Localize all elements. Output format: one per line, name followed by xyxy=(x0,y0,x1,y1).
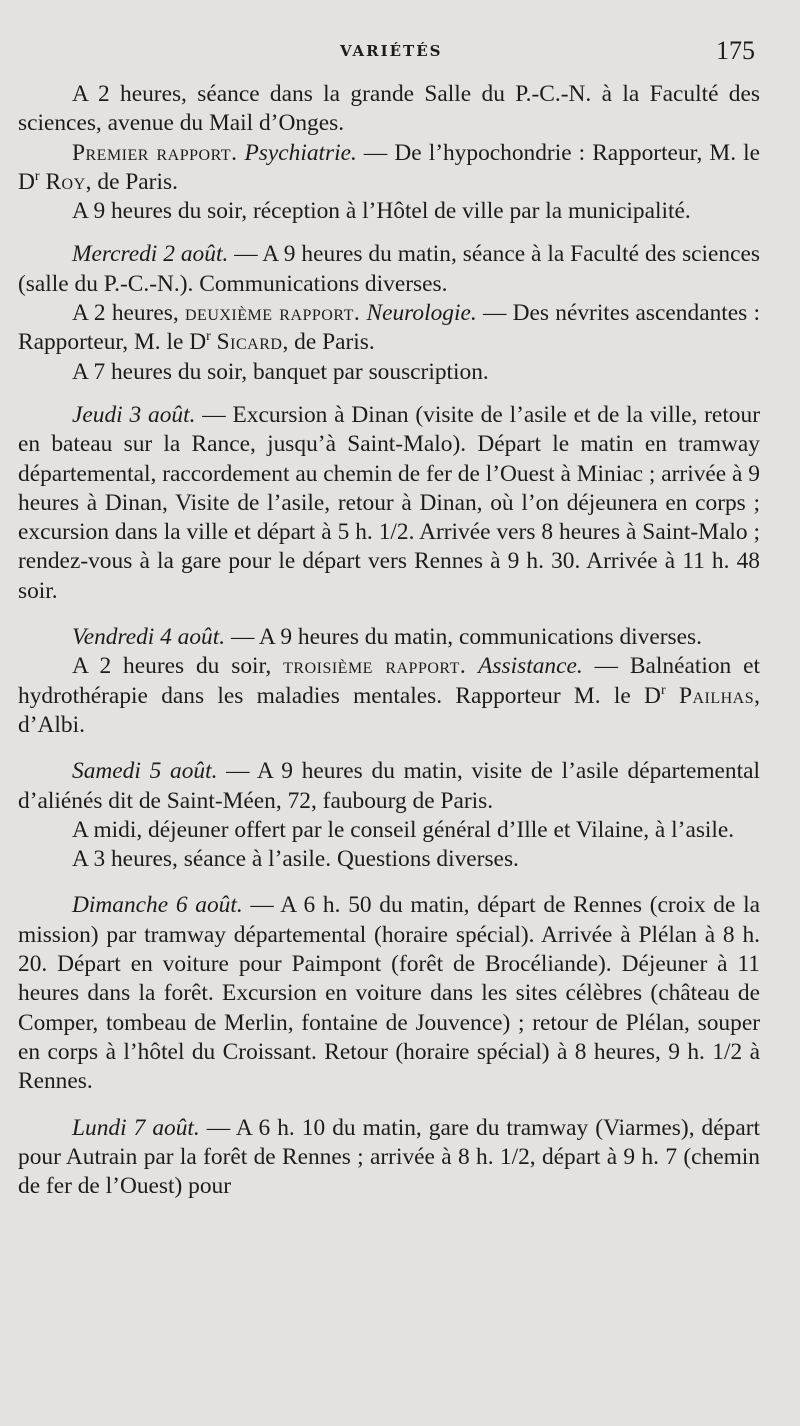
italic-text: Samedi 5 août. xyxy=(72,758,218,785)
italic-text: Lundi 7 août. xyxy=(72,1114,200,1141)
text-run: A 2 heures, séance dans la grande Salle du P.-C.-N. à la Faculté des sciences, avenue du Mail d’Onges. xyxy=(18,81,760,137)
text-run: A 2 heures du soir, xyxy=(72,653,284,680)
paragraph xyxy=(18,891,760,1096)
paragraph xyxy=(18,299,760,358)
small-caps-text: Pailhas xyxy=(678,682,755,709)
text-run: — A 9 heures du matin, séance à la Faculté des sciences (salle du P.-C.-N.). Communications diverses. xyxy=(18,241,760,297)
text-run: , de Paris. xyxy=(282,329,375,356)
small-caps-text: Sicard xyxy=(216,329,283,356)
page-number: 175 xyxy=(716,36,755,65)
paragraph xyxy=(18,652,760,740)
paragraph xyxy=(18,623,760,652)
paragraph xyxy=(18,757,760,816)
text-run: — De l’hypochondrie : Rapporteur, M. le D xyxy=(18,139,760,195)
paragraph xyxy=(18,240,760,299)
small-caps-text: troisième rapport. xyxy=(283,653,467,680)
superscript: r xyxy=(660,681,666,698)
text-run: A midi, déjeuner offert par le conseil général d’Ille et Vilaine, à l’asile. xyxy=(72,816,735,843)
small-caps-text: Premier rapport. xyxy=(72,139,238,166)
text-run: — Des névrites ascendantes : Rapporteur, M. le D xyxy=(18,300,761,356)
paragraph xyxy=(18,80,760,139)
small-caps-text: Roy xyxy=(45,168,86,195)
italic-text: Assistance. xyxy=(478,653,583,680)
text-run: — A 6 h. 50 du matin, départ de Rennes (croix de la mission) par tramway départemental (horaire spécial). Arrivée à Plélan à 8 h. 20. Départ en voiture pour Paimpont (forêt de Brocéliande). Déjeuner à 11 heures dans la forêt. Excursion en voiture dans les sites célèbres (château de Comper, tombeau de Merlin, fontaine de Jouvence) ; retour de Plélan, souper en corps à l’hôtel du Croissant. Retour (horaire spécial) à 8 heures, 9 h. 1/2 à Rennes. xyxy=(18,892,760,1095)
superscript: r xyxy=(34,167,40,184)
paragraph xyxy=(18,358,760,387)
italic-text: Neurologie. xyxy=(366,300,477,327)
small-caps-text: deuxième rapport. xyxy=(184,300,361,327)
text-run: , d’Albi. xyxy=(18,682,760,738)
page-header xyxy=(0,36,800,76)
running-title: VARIÉTÉS xyxy=(340,42,443,60)
paragraph xyxy=(18,845,760,874)
text-run: — Balnéation et hydrothérapie dans les maladies mentales. Rapporteur M. le D xyxy=(18,653,760,709)
text-run: A 2 heures, xyxy=(72,300,185,327)
text-run: — A 9 heures du matin, visite de l’asile départemental d’aliénés dit de Saint-Méen, 72, faubourg de Paris. xyxy=(18,758,760,814)
paragraph xyxy=(18,139,760,198)
italic-text: Psychiatrie. xyxy=(244,139,357,166)
text-run: — Excursion à Dinan (visite de l’asile et de la ville, retour en bateau sur la Rance, jusqu’à Saint-Malo). Départ le matin en tramway départemental, raccordement au chemin de fer de l’Ouest à Miniac ; arrivée à 9 heures à Dinan, Visite de l’asile, retour à Dinan, où l’on déjeunera en corps ; excursion dans la ville et départ à 5 h. 1/2. Arrivée vers 8 heures à Saint-Malo ; rendez-vous à la gare pour le départ vers Rennes à 9 h. 30. Arrivée à 11 h. 48 soir. xyxy=(18,401,760,604)
text-run xyxy=(466,653,478,679)
paragraph xyxy=(18,401,760,606)
text-run xyxy=(666,683,679,709)
text-run: A 3 heures, séance à l’asile. Questions diverses. xyxy=(72,846,519,873)
text-run: , de Paris. xyxy=(85,168,178,195)
superscript: r xyxy=(206,328,211,345)
paragraph xyxy=(18,816,760,845)
italic-text: Vendredi 4 août. xyxy=(72,624,226,651)
paragraph xyxy=(18,197,760,226)
body-text xyxy=(18,80,760,1201)
text-run: — A 6 h. 10 du matin, gare du tramway (Viarmes), départ pour Autrain par la forêt de Rennes ; arrivée à 8 h. 1/2, départ à 9 h. 7 (chemin de fer de l’Ouest) pour xyxy=(18,1114,760,1200)
text-run: — A 9 heures du matin, communications diverses. xyxy=(225,624,702,651)
paragraph xyxy=(18,1114,760,1202)
italic-text: Jeudi 3 août. xyxy=(72,401,196,428)
text-run: A 7 heures du soir, banquet par souscription. xyxy=(72,358,489,385)
text-run: A 9 heures du soir, réception à l’Hôtel de ville par la municipalité. xyxy=(72,198,691,225)
italic-text: Mercredi 2 août. xyxy=(72,241,229,268)
italic-text: Dimanche 6 août. xyxy=(72,892,243,919)
